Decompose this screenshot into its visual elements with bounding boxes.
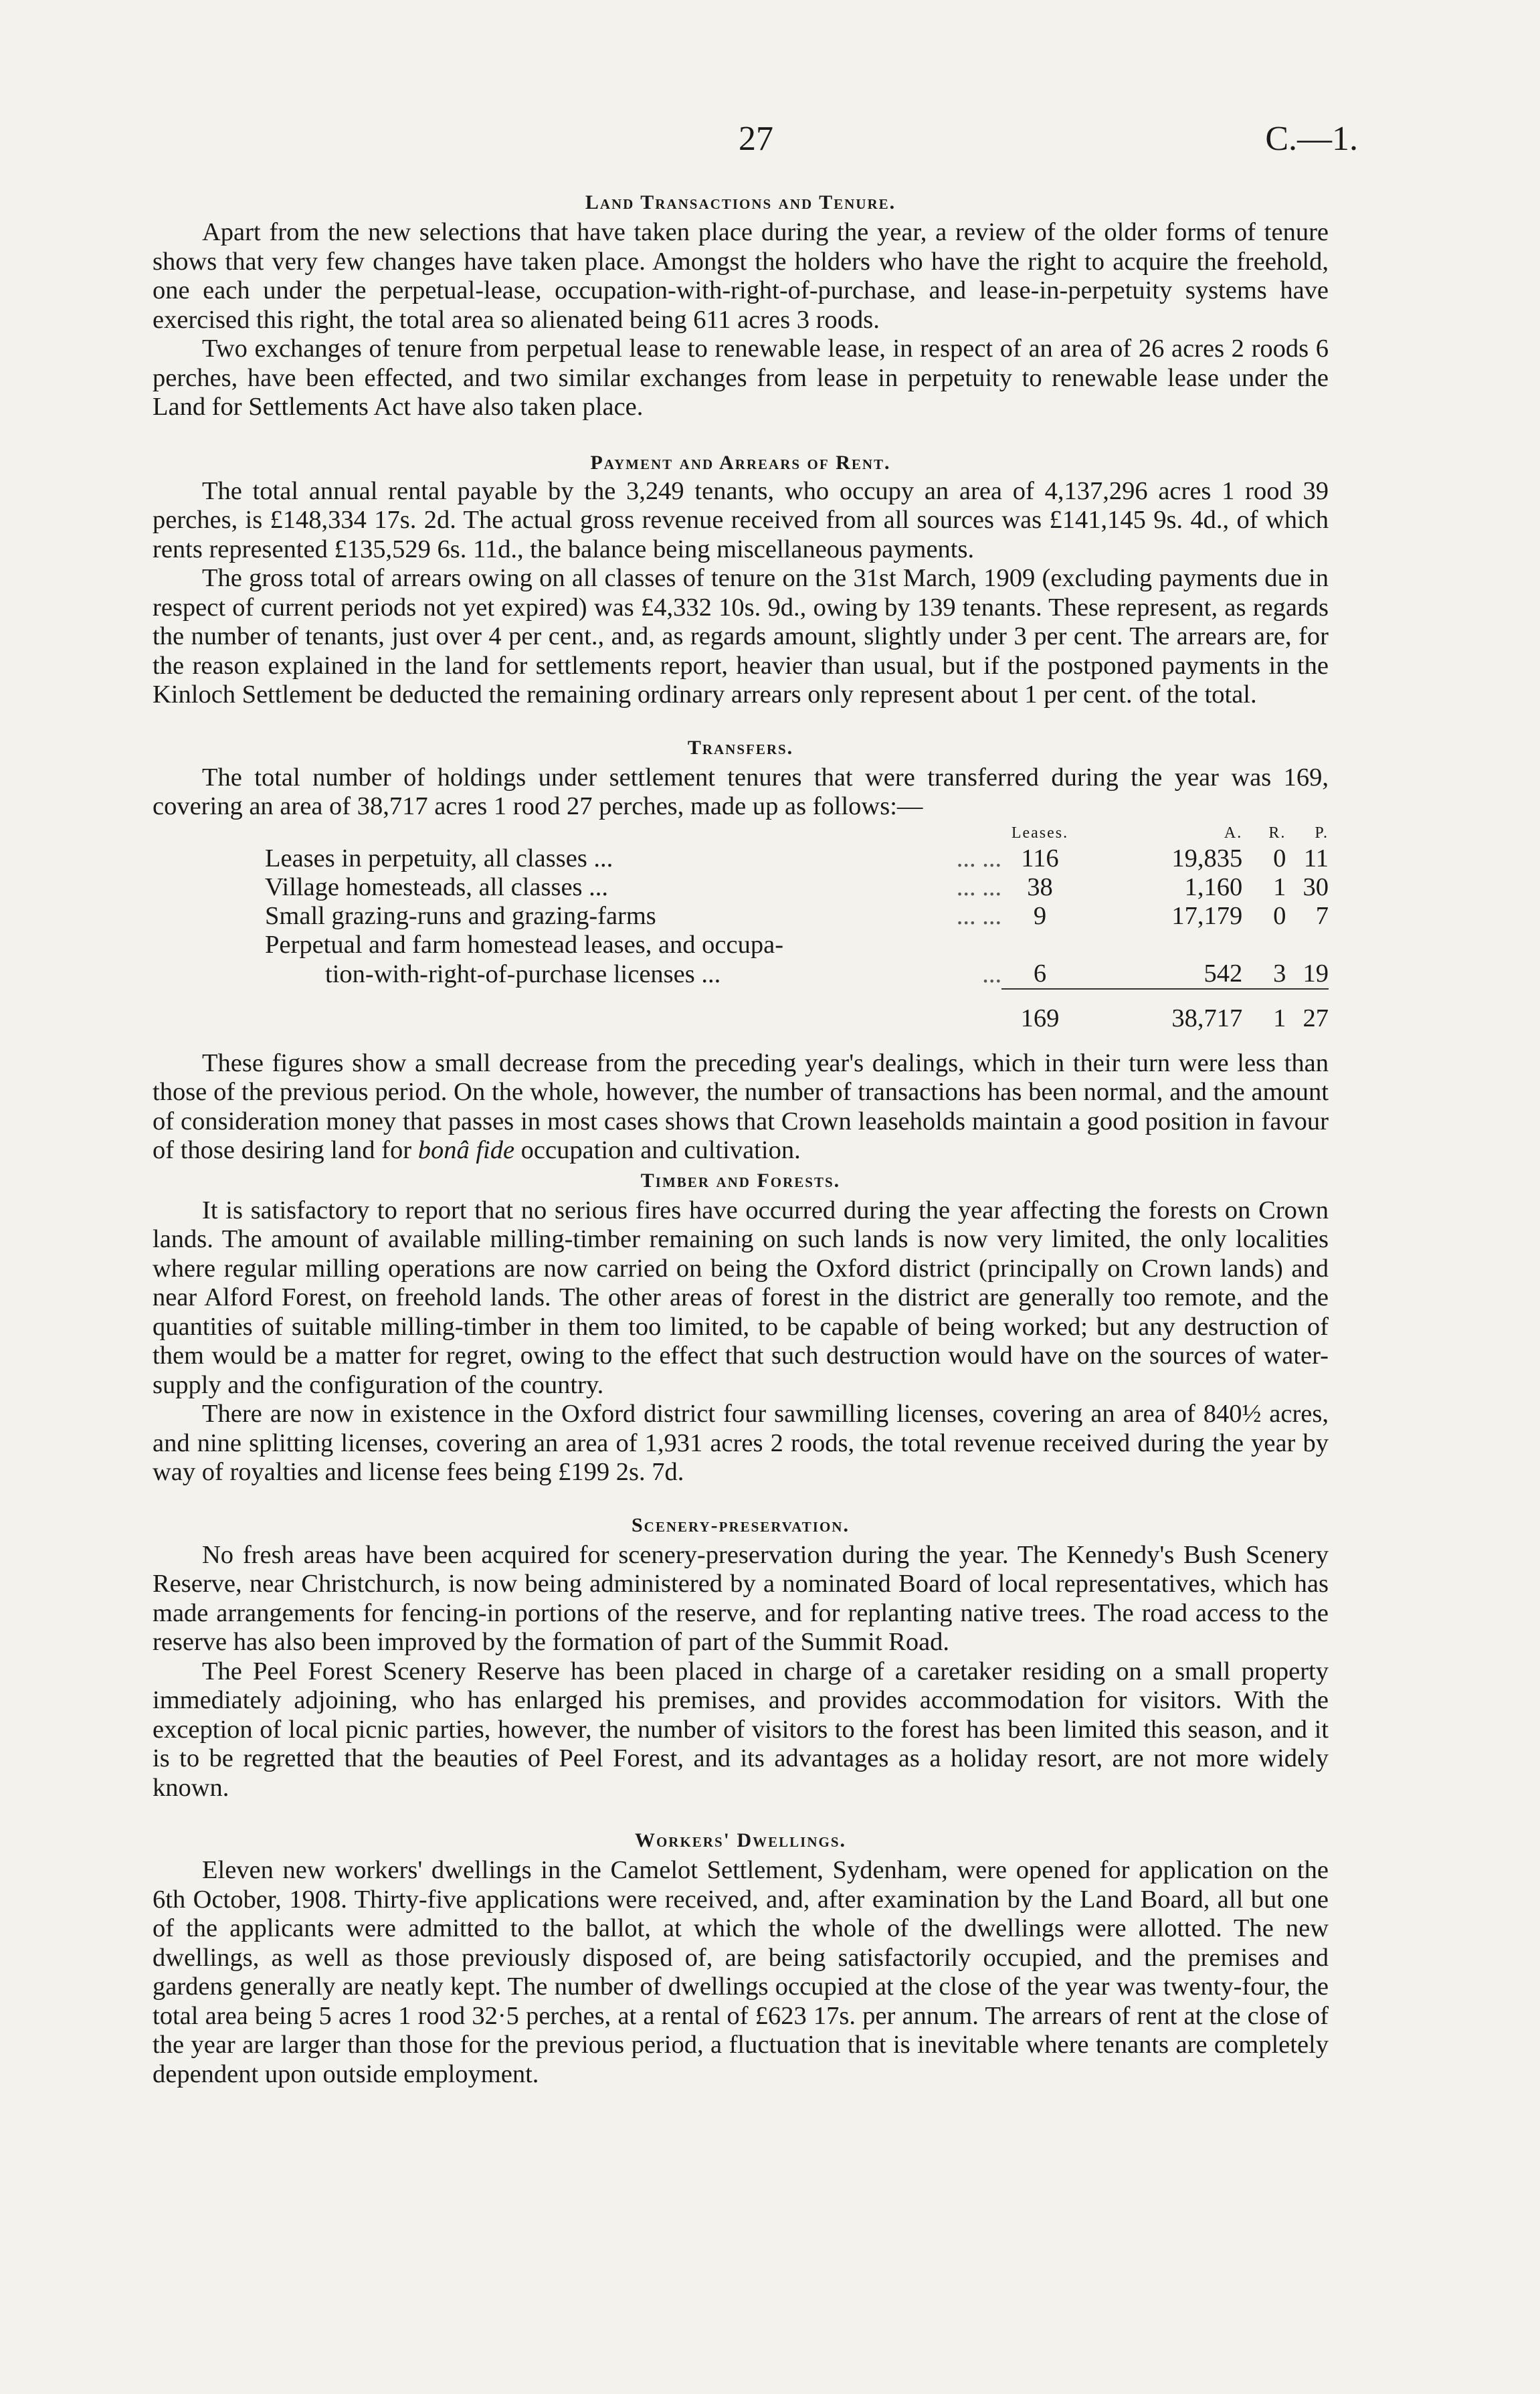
document-reference: C.—1. <box>1265 120 1358 158</box>
paragraph-transfers-1: The total number of holdings under settlement tenures that were transferred during the year was 169, covering an area of 38,717 acres 1 rood 27 perches, made up as follows:— <box>153 763 1329 820</box>
heading-payment-arrears: Payment and Arrears of Rent. <box>590 451 891 474</box>
paragraph-workers-1: Eleven new workers' dwellings in the Camelot Settlement, Sydenham, were opened for application on the 6th October, 1908. Thirty-five applications were received, and, after examination by the Land Board, all but one of the applicants were admitted to the ballot, at which the whole of the dwellings were allotted. The new dwellings, as well as those previously disposed of, are being satisfactorily occupied, and the premises and gardens generally are neatly kept. The number of dwellings occupied at the close of the year was twenty-four, the total area being 5 acres 1 rood 32·5 perches, at a rental of £623 17s. per annum. The arrears of rent at the close of the year are larger than those for the previous period, a fluctuation that is inevitable where tenants are completely dependent upon outside employment. <box>153 1856 1329 2088</box>
paragraph-land-2: Two exchanges of tenure from perpetual lease to renewable lease, in respect of an area of 26 acres 2 roods 6 perches, have been effected, and two similar exchanges from lease in perpetuity to renewable lease under the Land for Settlements Act have also taken place. <box>153 335 1329 421</box>
paragraph-transfers-2: These figures show a small decrease from the preceding year's dealings, which in their turn were less than those of the previous period. On the whole, however, the number of transactions has been normal, and the amount of consideration money that passes in most cases shows that Crown leaseholds maintain a good position in favour of those desiring land for bonâ fide occupation and cultivation. <box>153 1048 1329 1164</box>
paragraph-scenery-1: No fresh areas have been acquired for scenery-preservation during the year. The Kennedy's Bush Scenery Reserve, near Christchurch, is now being administered by a nominated Board of local representatives, which has made arrangements for fencing-in portions of the reserve, and for replanting native trees. The road access to the reserve has also been improved by the formation of part of the Summit Road. <box>153 1540 1329 1656</box>
table-total-row: 169 38,717 1 27 <box>153 989 1329 1033</box>
paragraph-land-1: Apart from the new selections that have taken place during the year, a review of the older forms of tenure shows that very few changes have taken place. Amongst the holders who have the right to acquire the freehold, one each under the perpetual-lease, occupation-with-right-of-purchase, and lease-in-perpetuity systems have exercised this right, the total area so alienated being 611 acres 3 roods. <box>153 218 1329 334</box>
heading-land-transactions: Land Transactions and Tenure. <box>585 191 896 213</box>
column-header-leases: Leases. <box>1011 824 1069 842</box>
table-row: Leases in perpetuity, all classes ... ... ... 116 19,835 0 11 <box>265 844 1329 872</box>
document-body <box>153 181 1329 2089</box>
transfers-table-header <box>153 822 1329 844</box>
italic-bona-fide: bonâ fide <box>417 1136 515 1164</box>
heading-timber-forests: Timber and Forests. <box>640 1169 841 1192</box>
paragraph-rent-2: The gross total of arrears owing on all classes of tenure on the 31st March, 1909 (excluding payments due in respect of current periods not yet expired) was £4,332 10s. 9d., owing by 139 tenants. These represent, as regards the number of tenants, just over 4 per cent., and, as regards amount, slightly under 3 per cent. The arrears are, for the reason explained in the land for settlements report, heavier than usual, but if the postponed payments in the Kinloch Settlement be deducted the remaining ordinary arrears only represent about 1 per cent. of the total. <box>153 564 1329 709</box>
paragraph-timber-2: There are now in existence in the Oxford district four sawmilling licenses, covering an area of 840½ acres, and nine splitting licenses, covering an area of 1,931 acres 2 roods, the total revenue received during the year by way of royalties and license fees being £199 2s. 7d. <box>153 1400 1329 1486</box>
table-row: Perpetual and farm homestead leases, and occupa- <box>265 930 784 959</box>
table-row: tion-with-right-of-purchase licenses ... ... 6 542 3 19 <box>325 959 1329 988</box>
column-header-perches: P. <box>1315 824 1329 842</box>
page-number: 27 <box>739 120 773 158</box>
column-header-acres: A. <box>1224 824 1243 842</box>
column-header-roods: R. <box>1268 824 1286 842</box>
table-row: Village homesteads, all classes ... ... ... 38 1,160 1 30 <box>265 872 1329 901</box>
paragraph-timber-1: It is satisfactory to report that no serious fires have occurred during the year affecting the forests on Crown lands. The amount of available milling-timber remaining on such lands is now very limited, the only localities where regular milling operations are now carried on being the Oxford district (principally on Crown lands) and near Alford Forest, on freehold lands. The other areas of forest in the district are generally too remote, and the quantities of suitable milling-timber in them too limited, to be capable of being worked; but any destruction of them would be a matter for regret, owing to the effect that such destruction would have on the sources of water-supply and the configuration of the country. <box>153 1196 1329 1399</box>
heading-transfers: Transfers. <box>687 736 794 759</box>
paragraph-rent-1: The total annual rental payable by the 3,249 tenants, who occupy an area of 4,137,296 acres 1 rood 39 perches, is £148,334 17s. 2d. The actual gross revenue received from all sources was £141,145 9s. 4d., of which rents represented £135,529 6s. 11d., the balance being miscellaneous payments. <box>153 476 1329 563</box>
table-row: Small grazing-runs and grazing-farms ... ... 9 17,179 0 7 <box>265 901 1329 930</box>
transfers-table <box>153 822 1329 1033</box>
paragraph-scenery-2: The Peel Forest Scenery Reserve has been placed in charge of a caretaker residing on a small property immediately adjoining, who has enlarged his premises, and provides accommodation for visitors. With the exception of local picnic parties, however, the number of visitors to the forest has been limited this season, and it is to be regretted that the beauties of Peel Forest, and its advantages as a holiday resort, are not more widely known. <box>153 1657 1329 1802</box>
heading-scenery-preservation: Scenery-preservation. <box>632 1513 850 1536</box>
heading-workers-dwellings: Workers' Dwellings. <box>634 1829 847 1851</box>
